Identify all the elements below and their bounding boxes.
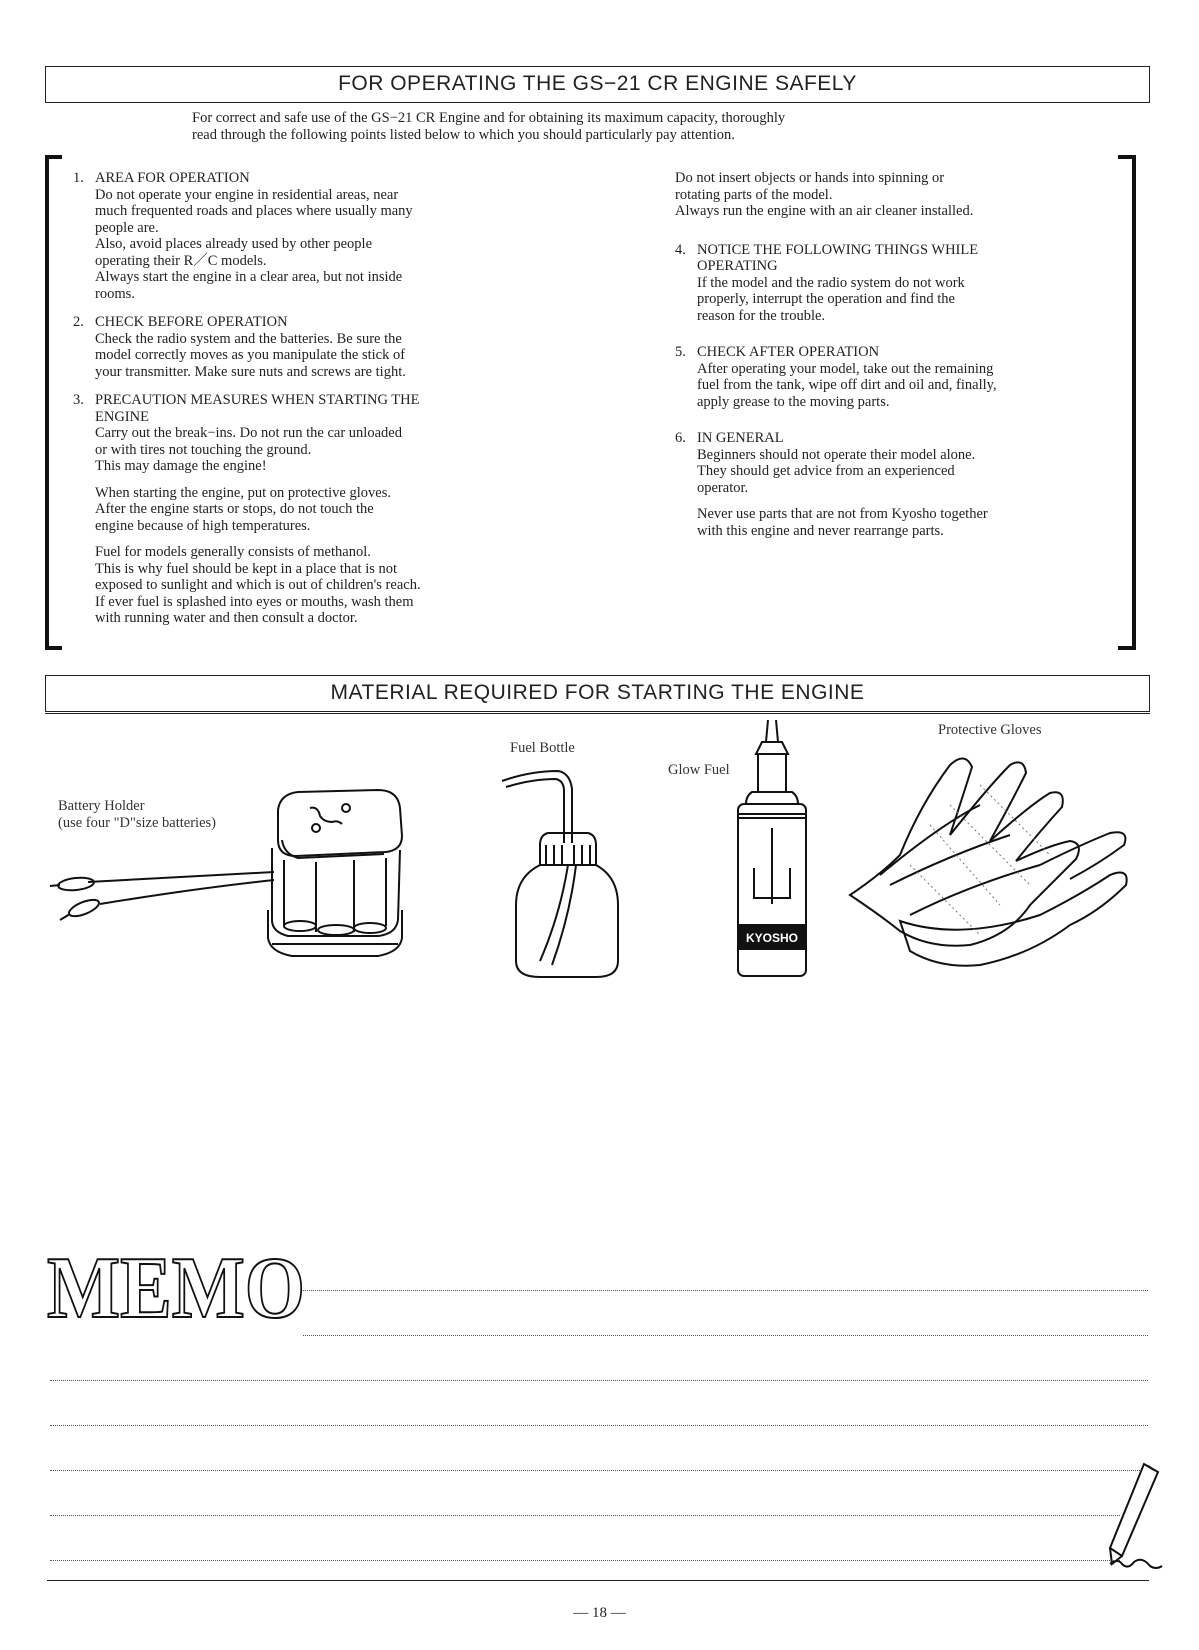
safety-item bbox=[675, 242, 1105, 325]
safety-item-title-cont: ENGINE bbox=[95, 408, 149, 425]
text-line: with this engine and never rearrange parts. bbox=[697, 522, 944, 539]
text-line: apply grease to the moving parts. bbox=[697, 393, 890, 410]
safety-item-body bbox=[697, 361, 1105, 411]
safety-item bbox=[675, 430, 1105, 539]
text-line: Always run the engine with an air cleaner installed. bbox=[675, 203, 974, 219]
safety-item-heading bbox=[73, 170, 563, 187]
safety-paragraph bbox=[697, 506, 1105, 539]
safety-item-body bbox=[95, 425, 563, 627]
text-line: Fuel for models generally consists of methanol. bbox=[95, 544, 371, 560]
text-line: or with tires not touching the ground. bbox=[95, 441, 312, 458]
text-line: They should get advice from an experienced bbox=[697, 463, 955, 479]
text-line: Carry out the break−ins. Do not run the car unloaded bbox=[95, 425, 402, 441]
safety-item-number: 6. bbox=[675, 430, 686, 446]
text-line: exposed to sunlight and which is out of children's reach. bbox=[95, 577, 421, 593]
materials-title: MATERIAL REQUIRED FOR STARTING THE ENGINE bbox=[330, 681, 865, 704]
text-line: Do not operate your engine in residential areas, near bbox=[95, 186, 399, 203]
safety-left-column bbox=[73, 170, 563, 639]
materials-underline bbox=[45, 713, 1150, 714]
gloves-label: Protective Gloves bbox=[938, 722, 1042, 738]
text-line: Check the radio system and the batteries. Be sure the bbox=[95, 330, 402, 347]
safety-paragraph bbox=[95, 544, 563, 627]
safety-right-column bbox=[675, 170, 1105, 559]
footer-rule bbox=[47, 1580, 1149, 1581]
safety-paragraph bbox=[697, 361, 1105, 411]
pencil-icon bbox=[1108, 1460, 1163, 1575]
safety-item-heading bbox=[675, 430, 1105, 447]
text-line: Do not insert objects or hands into spinning or bbox=[675, 170, 945, 186]
text-line: After operating your model, take out the remaining bbox=[697, 360, 994, 377]
safety-paragraph bbox=[697, 275, 1105, 325]
text-line: operating their R／C models. bbox=[95, 252, 267, 269]
text-line: model correctly moves as you manipulate the stick of bbox=[95, 347, 406, 363]
glow-fuel-brand: KYOSHO bbox=[745, 931, 799, 945]
text-line: fuel from the tank, wipe off dirt and oil and, finally, bbox=[697, 377, 997, 393]
memo-title: MEMO bbox=[47, 1240, 305, 1337]
text-line: This is why fuel should be kept in a place that is not bbox=[95, 560, 398, 577]
text-line: operator. bbox=[697, 479, 749, 496]
safety-item-title: AREA FOR OPERATION bbox=[95, 170, 250, 186]
memo-line-6 bbox=[50, 1515, 1120, 1516]
text-line: rotating parts of the model. bbox=[675, 186, 833, 203]
text-line: much frequented roads and places where usually many bbox=[95, 203, 413, 219]
safety-item bbox=[73, 392, 563, 627]
fuel-bottle-illustration bbox=[500, 765, 620, 985]
text-line: Always start the engine in a clear area, but not inside bbox=[95, 269, 403, 285]
memo-line-3 bbox=[50, 1380, 1148, 1381]
safety-item-number: 4. bbox=[675, 241, 686, 258]
memo-line-4 bbox=[50, 1425, 1148, 1426]
safety-item bbox=[73, 170, 563, 302]
safety-item-body bbox=[95, 187, 563, 303]
safety-paragraph bbox=[95, 485, 563, 535]
safety-item-heading bbox=[73, 314, 563, 331]
text-line: people are. bbox=[95, 219, 159, 236]
safety-item bbox=[73, 314, 563, 380]
safety-item-title: CHECK AFTER OPERATION bbox=[697, 344, 880, 360]
safety-item-number: 5. bbox=[675, 344, 686, 360]
text-line: your transmitter. Make sure nuts and screws are tight. bbox=[95, 363, 406, 380]
text-line: When starting the engine, put on protective gloves. bbox=[95, 484, 391, 501]
right-bracket bbox=[0, 0, 1, 1]
glow-fuel-label: Glow Fuel bbox=[668, 762, 730, 778]
memo-line-2 bbox=[303, 1335, 1148, 1336]
safety-item-number: 3. bbox=[73, 392, 84, 408]
text-line: reason for the trouble. bbox=[697, 307, 826, 324]
battery-holder-illustration bbox=[48, 780, 418, 960]
intro-line-1: For correct and safe use of the GS−21 CR Engine and for obtaining its maximum capacity, thoroughly bbox=[192, 110, 786, 126]
safety-intro bbox=[192, 110, 1042, 144]
memo-line-7 bbox=[50, 1560, 1120, 1561]
text-line: This may damage the engine! bbox=[95, 458, 267, 474]
page-number: — 18 — bbox=[573, 1605, 626, 1621]
battery-holder-label-line1: Battery Holder bbox=[58, 798, 145, 814]
safety-item-body bbox=[697, 447, 1105, 540]
memo-line-5 bbox=[50, 1470, 1142, 1471]
safety-item-heading bbox=[73, 392, 563, 409]
text-line: Never use parts that are not from Kyosho together bbox=[697, 506, 988, 522]
safety-paragraph bbox=[95, 187, 563, 303]
safety-item-title: IN GENERAL bbox=[697, 430, 784, 446]
fuel-bottle-label: Fuel Bottle bbox=[510, 740, 575, 756]
battery-holder-label-line2: (use four "D"size batteries) bbox=[58, 814, 216, 831]
safety-item bbox=[675, 344, 1105, 410]
safety-item-heading bbox=[675, 344, 1105, 361]
safety-header bbox=[45, 66, 1150, 103]
safety-item-title: NOTICE THE FOLLOWING THINGS WHILE bbox=[697, 241, 979, 258]
text-line: properly, interrupt the operation and find the bbox=[697, 291, 955, 307]
safety-item-number: 1. bbox=[73, 170, 84, 186]
memo-line-1 bbox=[303, 1290, 1148, 1291]
text-line: After the engine starts or stops, do not touch the bbox=[95, 501, 374, 517]
text-line: Also, avoid places already used by other people bbox=[95, 236, 373, 252]
safety-item-number: 2. bbox=[73, 314, 84, 330]
materials-header bbox=[45, 675, 1150, 712]
safety-paragraph bbox=[95, 425, 563, 475]
text-line: If the model and the radio system do not work bbox=[697, 274, 965, 291]
text-line: Beginners should not operate their model alone. bbox=[697, 446, 976, 463]
safety-title: FOR OPERATING THE GS−21 CR ENGINE SAFELY bbox=[338, 72, 857, 95]
text-line: rooms. bbox=[95, 285, 135, 302]
safety-item-body bbox=[697, 275, 1105, 325]
text-line: engine because of high temperatures. bbox=[95, 517, 311, 534]
safety-paragraph bbox=[95, 331, 563, 381]
memo-logo bbox=[47, 1240, 307, 1337]
text-line: If ever fuel is splashed into eyes or mouths, wash them bbox=[95, 593, 414, 610]
safety-item-title: PRECAUTION MEASURES WHEN STARTING THE bbox=[95, 392, 420, 408]
safety-paragraph bbox=[697, 447, 1105, 497]
intro-line-2: read through the following points listed below to which you should particularly pay attention. bbox=[192, 127, 735, 143]
gloves-illustration bbox=[840, 745, 1140, 980]
safety-item-title: CHECK BEFORE OPERATION bbox=[95, 314, 288, 330]
safety-item-title-cont: OPERATING bbox=[697, 258, 778, 274]
safety-item-body bbox=[95, 331, 563, 381]
glow-fuel-illustration bbox=[732, 718, 812, 980]
safety-continuation bbox=[675, 170, 1105, 220]
safety-item-heading bbox=[675, 242, 1105, 259]
text-line: with running water and then consult a doctor. bbox=[95, 610, 358, 626]
